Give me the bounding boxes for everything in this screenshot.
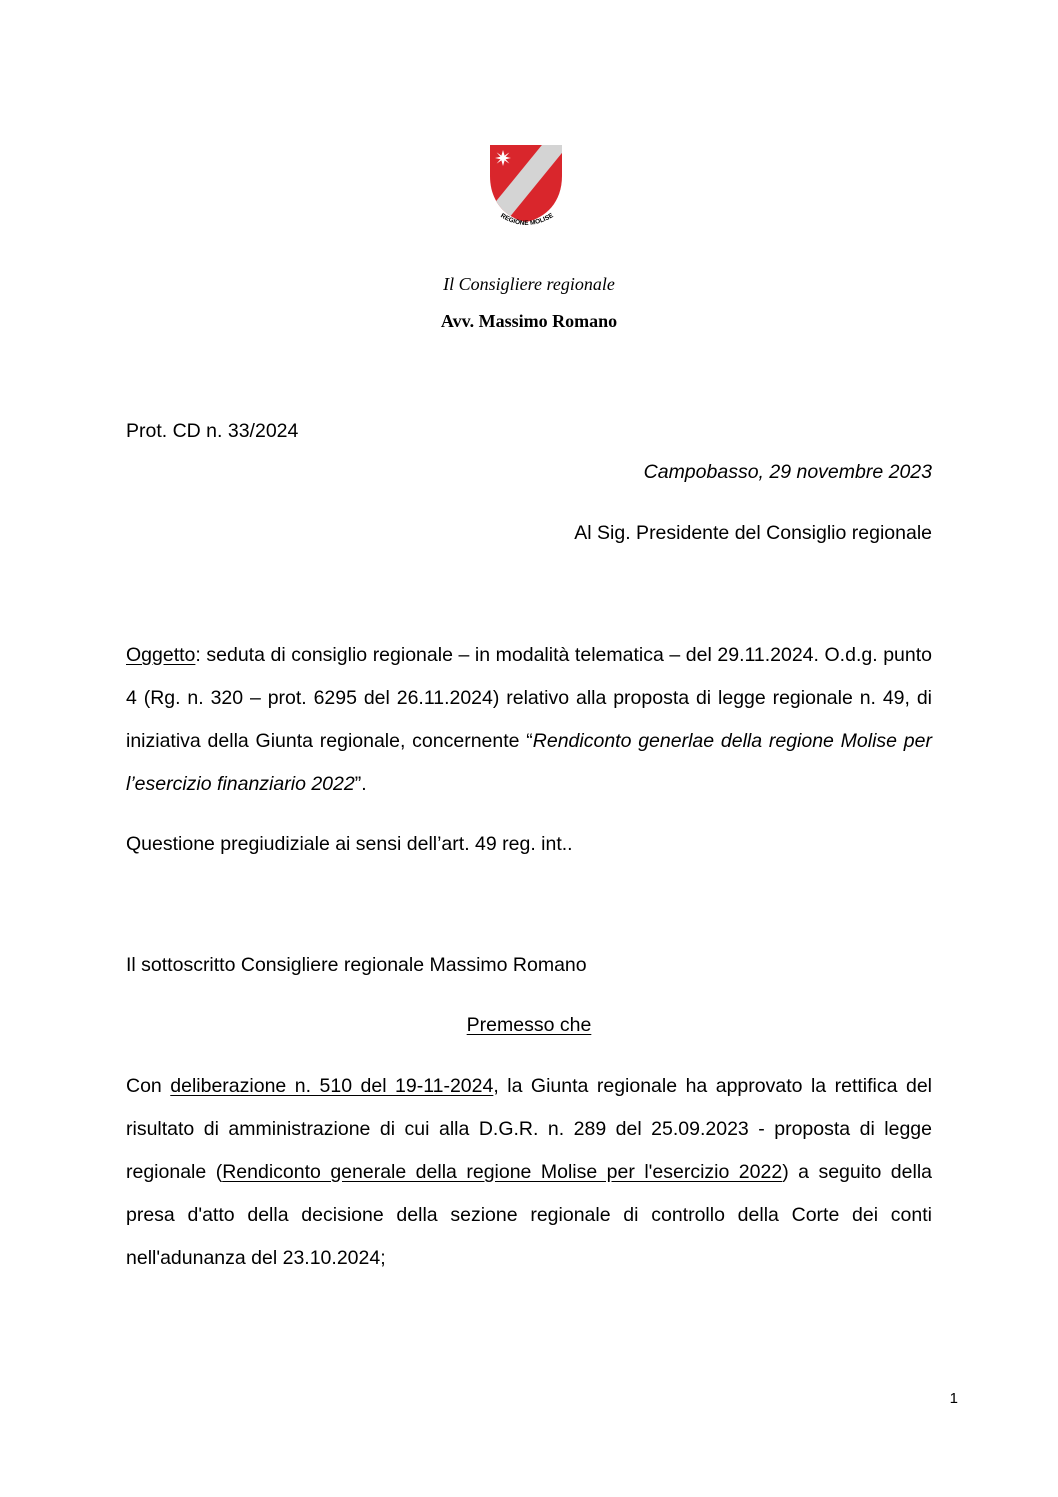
subject-text: : seduta di consiglio regionale – in modalità telematica – del 29.11.2024. O.d.g. punto 4 (Rg. n. 320 – prot. 6295 del 26.11.2024) relativo alla proposta di legge regionale n. 49, di iniziativa della Giunta regionale, concernente “ <box>126 644 932 752</box>
subject-label: Oggetto <box>126 644 196 666</box>
preliminary-question: Questione pregiudiziale ai sensi dell’art. 49 reg. int.. <box>126 833 573 855</box>
premesso-text: Premesso che <box>466 1014 592 1036</box>
paragraph-text: Con <box>126 1075 171 1097</box>
recipient-line: Al Sig. Presidente del Consiglio regionale <box>574 522 932 544</box>
premesso-heading <box>0 1004 1058 1047</box>
logo-text: REGIONE MOLISE <box>499 212 555 228</box>
subject-end: ”. <box>354 773 367 795</box>
sender-role: Il Consigliere regionale <box>443 274 615 294</box>
protocol-number: Prot. CD n. 33/2024 <box>126 420 299 442</box>
subject-title: Rendiconto generlae della regione Molise per l’esercizio finanziario 2022 <box>126 730 932 795</box>
paragraph-text: , la Giunta regionale ha approvato la rettifica del risultato di amministrazione di cui alla D.G.R. n. 289 del 25.09.2023 - proposta di legge regionale ( <box>126 1075 932 1183</box>
rendiconto-link[interactable]: Rendiconto generale della regione Molise per l'esercizio 2022 <box>222 1161 783 1183</box>
sender-name: Avv. Massimo Romano <box>440 311 618 331</box>
regione-molise-logo <box>484 140 570 236</box>
body-paragraph <box>126 1065 932 1280</box>
letter-date: Campobasso, 29 novembre 2023 <box>643 461 932 483</box>
paragraph-text: ) a seguito della presa d'atto della decisione della sezione regionale di controllo della Corte dei conti nell'adunanza del 23.10.2024; <box>126 1161 933 1269</box>
signatory-line: Il sottoscritto Consigliere regionale Massimo Romano <box>126 954 587 976</box>
subject-paragraph <box>126 634 932 806</box>
coat-of-arms-icon <box>484 140 570 236</box>
page-number: 1 <box>949 1390 958 1407</box>
deliberation-link[interactable]: deliberazione n. 510 del 19-11-2024 <box>170 1075 494 1097</box>
